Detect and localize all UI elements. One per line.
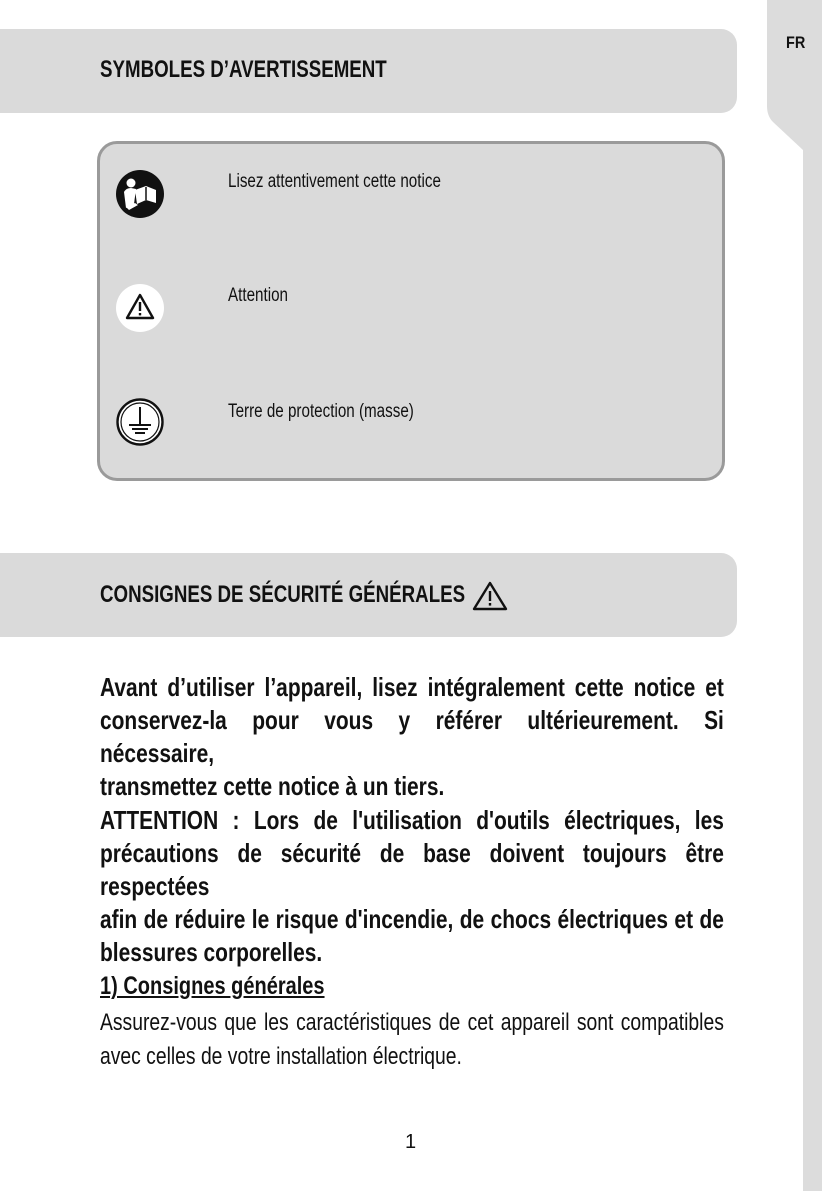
intro-line: conservez-la pour vous y référer ultérieurement. Si nécessaire, bbox=[100, 705, 724, 768]
symbol-label-attention: Attention bbox=[228, 285, 288, 306]
warning-triangle-icon bbox=[471, 580, 509, 612]
section-banner-symbols bbox=[0, 29, 737, 113]
warning-symbols-box bbox=[97, 141, 725, 481]
warning-line: blessures corporelles. bbox=[100, 937, 323, 967]
body-line: Assurez-vous que les caractéristiques de cet appareil sont compatibles bbox=[100, 1009, 724, 1036]
warning-line: afin de réduire le risque d'incendie, de chocs électriques et de bbox=[100, 904, 724, 934]
warning-paragraph bbox=[100, 804, 724, 969]
protective-earth-icon bbox=[116, 398, 164, 446]
section-title-safety: CONSIGNES DE SÉCURITÉ GÉNÉRALES bbox=[100, 581, 466, 608]
intro-line: transmettez cette notice à un tiers. bbox=[100, 771, 445, 801]
symbol-label-read-manual: Lisez attentivement cette notice bbox=[228, 171, 441, 192]
body-paragraph bbox=[100, 1006, 724, 1074]
intro-paragraph bbox=[100, 671, 724, 803]
warning-line: ATTENTION : Lors de l'utilisation d'outils électriques, les bbox=[100, 805, 724, 835]
body-line: avec celles de votre installation électrique. bbox=[100, 1043, 462, 1070]
section-banner-safety bbox=[0, 553, 737, 637]
symbol-label-protective-earth: Terre de protection (masse) bbox=[228, 401, 414, 422]
page-number: 1 bbox=[405, 1131, 417, 1153]
warning-triangle-icon bbox=[116, 284, 164, 332]
intro-line: Avant d’utiliser l’appareil, lisez intégralement cette notice et bbox=[100, 672, 724, 702]
subheading-general-instructions: 1) Consignes générales bbox=[100, 972, 325, 1000]
read-manual-icon bbox=[116, 170, 164, 218]
section-title-symbols: SYMBOLES D’AVERTISSEMENT bbox=[100, 56, 387, 83]
warning-line: précautions de sécurité de base doivent toujours être respectées bbox=[100, 838, 724, 901]
language-side-tab bbox=[767, 0, 822, 1191]
language-label: FR bbox=[786, 33, 806, 52]
